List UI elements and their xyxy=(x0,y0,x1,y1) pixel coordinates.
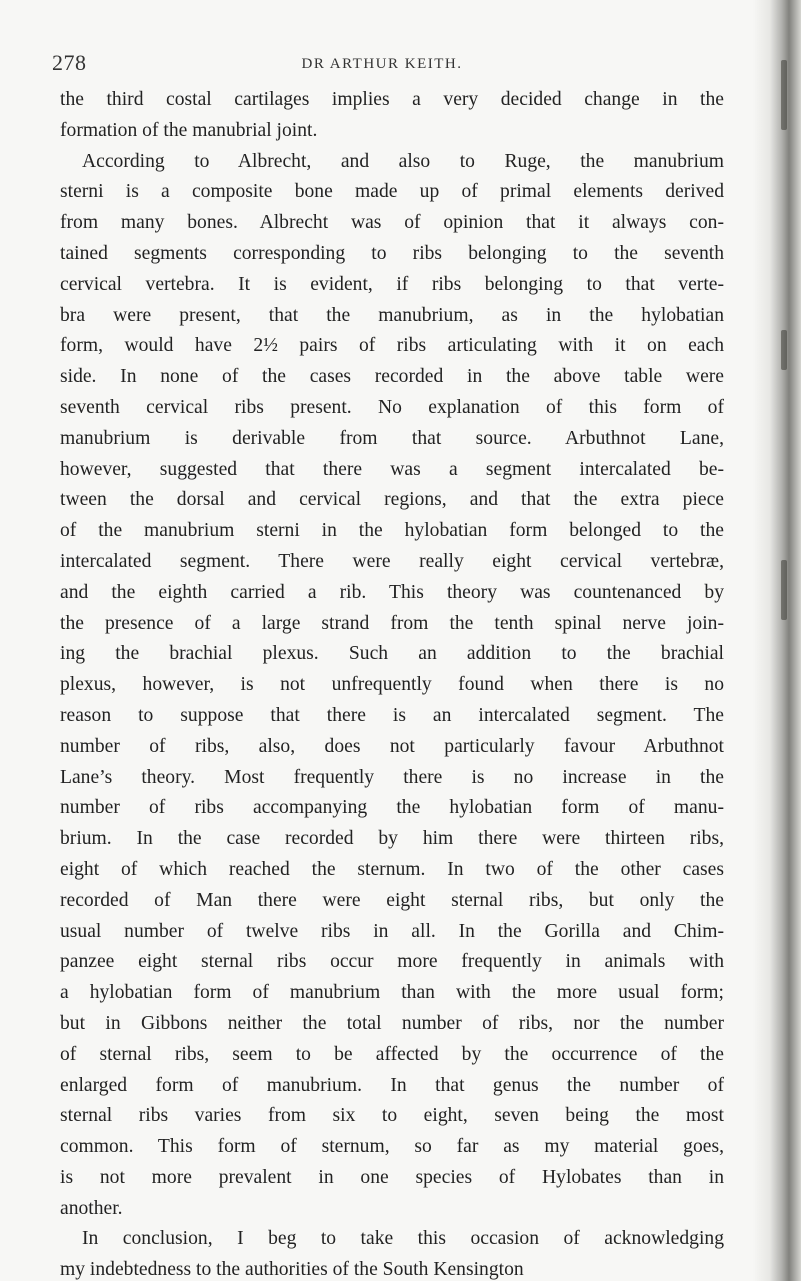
running-title: DR ARTHUR KEITH. xyxy=(301,56,463,72)
text-line: bra were present, that the manubrium, as in the hylobatian xyxy=(60,304,724,326)
text-line: tained segments corresponding to ribs belonging to the seventh xyxy=(60,242,724,264)
paragraph xyxy=(60,85,724,147)
text-line: manubrium is derivable from that source. Arbuthnot Lane, xyxy=(60,427,724,449)
text-line: usual number of twelve ribs in all. In the Gorilla and Chim- xyxy=(60,920,724,942)
text-line: number of ribs accompanying the hylobatian form of manu- xyxy=(60,797,724,819)
paragraph xyxy=(60,147,724,1225)
paragraph xyxy=(60,1224,724,1281)
text-line: ing the brachial plexus. Such an addition to the brachial xyxy=(60,643,724,665)
binding-mark xyxy=(781,560,787,620)
text-line: another. xyxy=(60,1197,123,1219)
text-line: sternal ribs varies from six to eight, seven being the most xyxy=(60,1105,724,1127)
body-text xyxy=(60,85,724,1281)
text-line: my indebtedness to the authorities of the South Kensington xyxy=(60,1259,524,1281)
text-line: formation of the manubrial joint. xyxy=(60,119,318,141)
text-line: of the manubrium sterni in the hylobatian form belonged to the xyxy=(60,520,724,542)
text-line: cervical vertebra. It is evident, if ribs belonging to that verte- xyxy=(60,273,724,295)
text-line: In conclusion, I beg to take this occasion of acknowledging xyxy=(82,1228,724,1250)
text-line: but in Gibbons neither the total number of ribs, nor the number xyxy=(60,1012,724,1034)
text-line: however, suggested that there was a segment intercalated be- xyxy=(60,458,724,480)
text-line: sterni is a composite bone made up of primal elements derived xyxy=(60,181,724,203)
binding-mark xyxy=(781,60,787,130)
text-line: recorded of Man there were eight sternal ribs, but only the xyxy=(60,889,724,911)
page-number: 278 xyxy=(52,50,87,75)
text-line: tween the dorsal and cervical regions, and that the extra piece xyxy=(60,489,724,511)
text-line: reason to suppose that there is an intercalated segment. The xyxy=(60,704,724,726)
text-line: of sternal ribs, seem to be affected by the occurrence of the xyxy=(60,1043,724,1065)
binding-mark xyxy=(781,330,787,370)
text-line: enlarged form of manubrium. In that genus the number of xyxy=(60,1074,724,1096)
text-line: common. This form of sternum, so far as my material goes, xyxy=(60,1136,724,1158)
text-line: and the eighth carried a rib. This theory was countenanced by xyxy=(60,581,724,603)
running-head xyxy=(52,50,712,80)
text-line: side. In none of the cases recorded in the above table were xyxy=(60,366,724,388)
text-line: a hylobatian form of manubrium than with the more usual form; xyxy=(60,982,724,1004)
text-line: intercalated segment. There were really eight cervical vertebræ, xyxy=(60,550,724,572)
text-line: brium. In the case recorded by him there were thirteen ribs, xyxy=(60,828,724,850)
text-line: the presence of a large strand from the tenth spinal nerve join- xyxy=(60,612,724,634)
text-line: the third costal cartilages implies a very decided change in the xyxy=(60,89,724,110)
text-line: plexus, however, is not unfrequently found when there is no xyxy=(60,674,724,696)
text-line: from many bones. Albrecht was of opinion that it always con- xyxy=(60,212,724,234)
page-edge-shadow xyxy=(753,0,801,1281)
text-line: form, would have 2½ pairs of ribs articulating with it on each xyxy=(60,335,724,357)
text-line: eight of which reached the sternum. In two of the other cases xyxy=(60,858,724,880)
text-line: is not more prevalent in one species of Hylobates than in xyxy=(60,1166,724,1188)
text-line: number of ribs, also, does not particularly favour Arbuthnot xyxy=(60,735,724,757)
text-line: According to Albrecht, and also to Ruge, the manubrium xyxy=(82,150,724,172)
text-line: Lane’s theory. Most frequently there is no increase in the xyxy=(60,766,724,788)
text-line: seventh cervical ribs present. No explanation of this form of xyxy=(60,396,724,418)
text-line: panzee eight sternal ribs occur more frequently in animals with xyxy=(60,951,724,973)
